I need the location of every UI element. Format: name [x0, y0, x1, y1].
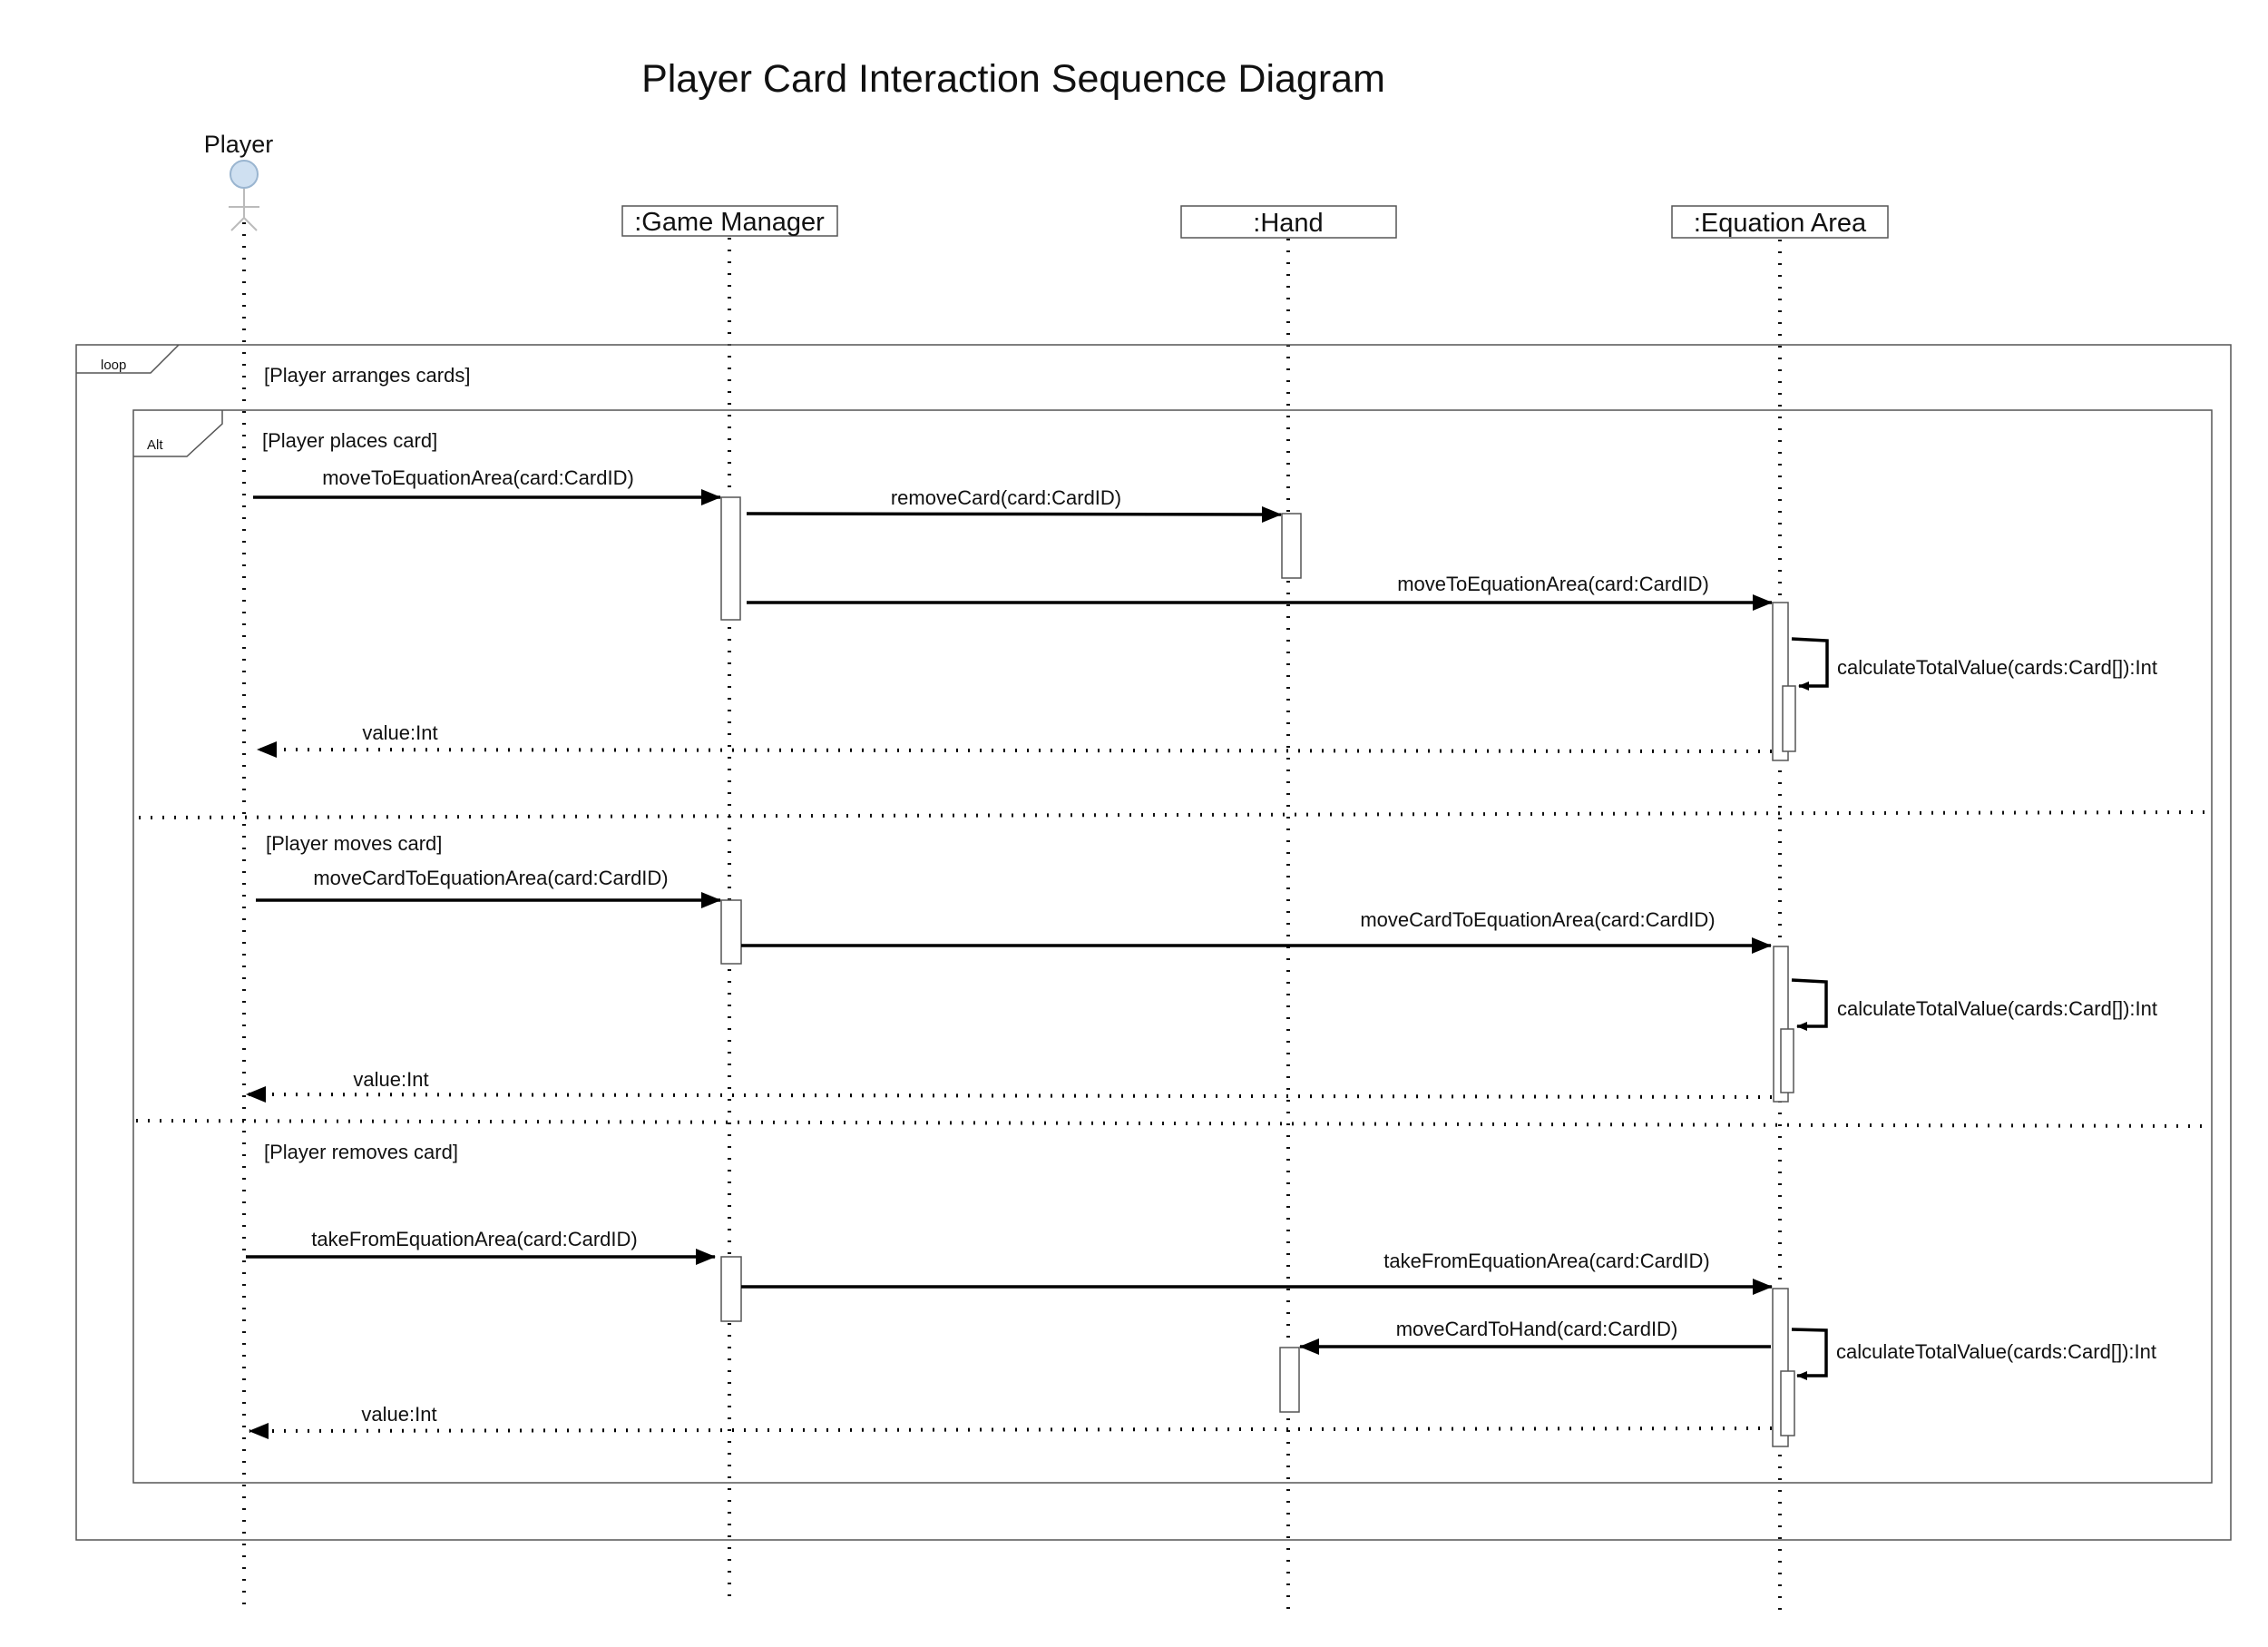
- self-call-arrow: [1792, 639, 1827, 686]
- section-guard: [Player removes card]: [264, 1141, 458, 1163]
- participant-label: :Game Manager: [634, 208, 825, 237]
- alt-frame-tag: Alt: [147, 437, 163, 453]
- message-label: value:Int: [362, 721, 438, 744]
- alt-separator-2: [136, 1121, 2209, 1126]
- activation-bar: [1282, 514, 1301, 578]
- diagram-title: Player Card Interaction Sequence Diagram: [641, 57, 1385, 101]
- self-call-arrow: [1792, 1329, 1826, 1376]
- participant-label: :Hand: [1253, 209, 1324, 238]
- activation-bar: [721, 900, 741, 964]
- player-actor: [204, 131, 274, 230]
- activation-bar: [1783, 686, 1795, 751]
- message-label: moveCardToHand(card:CardID): [1395, 1318, 1678, 1340]
- loop-guard: [Player arranges cards]: [264, 364, 471, 387]
- message-label: moveCardToEquationArea(card:CardID): [313, 867, 669, 889]
- participant-label: :Equation Area: [1693, 209, 1867, 238]
- activation-bar: [721, 497, 740, 620]
- message-label: takeFromEquationArea(card:CardID): [1383, 1250, 1710, 1272]
- activation-bar: [1781, 1029, 1794, 1093]
- alt-section-places-card: [253, 429, 2157, 760]
- message-label: calculateTotalValue(cards:Card[]):Int: [1837, 656, 2157, 679]
- actor-label: Player: [203, 131, 274, 158]
- message-label: calculateTotalValue(cards:Card[]):Int: [1836, 1340, 2156, 1363]
- alt-section-moves-card: [247, 832, 2157, 1102]
- actor-head-icon: [230, 161, 258, 188]
- message-label: takeFromEquationArea(card:CardID): [311, 1228, 638, 1250]
- message-label: removeCard(card:CardID): [890, 486, 1122, 509]
- activation-bar: [721, 1257, 741, 1321]
- return-arrow: [249, 1428, 1772, 1431]
- message-label: value:Int: [361, 1403, 437, 1426]
- alt-separator-1: [139, 812, 2209, 818]
- message-label: value:Int: [353, 1068, 429, 1091]
- message-label: moveToEquationArea(card:CardID): [322, 466, 634, 489]
- message-label: moveCardToEquationArea(card:CardID): [1360, 908, 1716, 931]
- actor-body-icon: [229, 189, 259, 230]
- activation-bar: [1280, 1348, 1299, 1412]
- section-guard: [Player moves card]: [266, 832, 443, 855]
- participant-game-manager: [622, 206, 837, 237]
- return-arrow: [247, 1094, 1772, 1097]
- self-call-arrow: [1792, 980, 1826, 1026]
- message-arrow: [747, 514, 1281, 515]
- message-label: moveToEquationArea(card:CardID): [1397, 573, 1709, 595]
- activation-bar: [1781, 1371, 1794, 1436]
- return-arrow: [258, 750, 1772, 751]
- message-label: calculateTotalValue(cards:Card[]):Int: [1837, 997, 2157, 1020]
- participant-equation-area: [1672, 206, 1888, 238]
- section-guard: [Player places card]: [262, 429, 438, 452]
- loop-frame-tag: loop: [101, 358, 127, 373]
- participant-hand: [1181, 206, 1396, 238]
- alt-section-removes-card: [246, 1141, 2156, 1446]
